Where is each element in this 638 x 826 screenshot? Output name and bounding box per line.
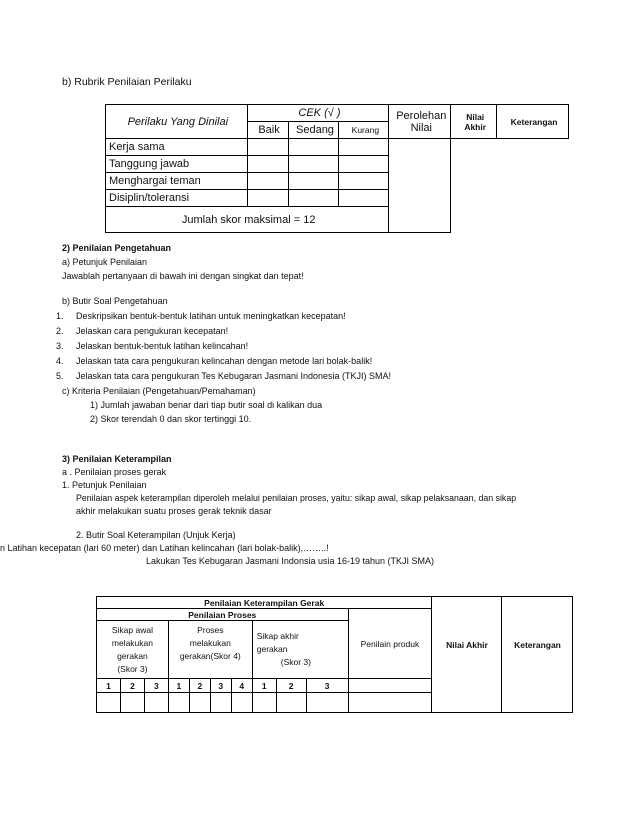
- score-cell: 3: [144, 679, 168, 693]
- row-label: Menghargai teman: [106, 173, 248, 190]
- score-cell: 1: [97, 679, 121, 693]
- butir-label: 2. Butir Soal Keterampilan (Unjuk Kerja): [76, 530, 236, 540]
- pengetahuan-c-label: c) Kriteria Penilaian (Pengetahuan/Pemahaman): [62, 386, 256, 396]
- sikap-awal-line: Sikap awal: [111, 624, 153, 635]
- score-cell: 2: [276, 679, 306, 693]
- petunjuk-line-1: Penilaian aspek keterampilan diperoleh melalui penilaian proses, yaitu: sikap awal, sikap pelaksanaan, dan sikap: [76, 493, 517, 503]
- question-number: 5.: [56, 371, 64, 381]
- pengetahuan-a-label: a) Petunjuk Penilaian: [62, 257, 148, 267]
- row-label: Tanggung jawab: [106, 156, 248, 173]
- nilai-akhir-line-1: Nilai: [466, 111, 485, 122]
- header-cek: CEK (√ ): [247, 105, 389, 122]
- score-cell: 2: [120, 679, 144, 693]
- proses-line: Proses: [197, 625, 224, 635]
- petunjuk-label: 1. Petunjuk Penilaian: [62, 480, 147, 490]
- score-cell: 4: [231, 679, 252, 693]
- sikap-akhir-line: Sikap akhir: [256, 631, 299, 641]
- pengetahuan-b-label: b) Butir Soal Pengetahuan: [62, 296, 168, 306]
- proses-header: [168, 621, 252, 679]
- criteria-item: 1) Jumlah jawaban benar dari tiap butir soal di kalikan dua: [90, 400, 323, 410]
- pengetahuan-a-text: Jawablah pertanyaan di bawah ini dengan singkat dan tepat!: [62, 271, 304, 281]
- proses-line: melakukan: [189, 638, 231, 648]
- question-number: 1.: [56, 311, 64, 321]
- question-text: Jelaskan bentuk-bentuk latihan kelincahan!: [76, 341, 249, 351]
- header-perolehan: [389, 105, 451, 139]
- row-label: Kerja sama: [106, 139, 248, 156]
- score-cell: 1: [252, 679, 276, 693]
- question-number: 2.: [56, 326, 64, 336]
- sikap-akhir-header: [252, 621, 348, 679]
- perolehan-line-1: Perolehan: [396, 109, 447, 122]
- header-nilai-akhir: [451, 105, 497, 139]
- question-item: [56, 311, 346, 321]
- behavior-rubric-table: [105, 104, 569, 233]
- question-number: 4.: [56, 356, 64, 366]
- question-text: Deskripsikan bentuk-bentuk latihan untuk meningkatkan kecepatan!: [76, 311, 346, 321]
- total-row: Jumlah skor maksimal = 12: [106, 207, 389, 233]
- nilai-akhir-header: Nilai Akhir: [446, 640, 488, 650]
- keterampilan-heading: 3) Penilaian Keterampilan: [62, 454, 172, 464]
- score-cell: 1: [168, 679, 189, 693]
- pengetahuan-heading: 2) Penilaian Pengetahuan: [62, 243, 172, 253]
- question-text: Jelaskan cara pengukuran kecepatan!: [76, 326, 229, 336]
- petunjuk-line-2: akhir melakukan suatu proses gerak teknik dasar: [76, 506, 272, 516]
- score-cell: 3: [306, 679, 348, 693]
- perolehan-line-2: Nilai: [410, 121, 432, 134]
- sikap-akhir-line: (Skor 3): [280, 657, 311, 667]
- row-label: Disiplin/toleransi: [106, 190, 248, 207]
- header-perilaku: Perilaku Yang Dinilai: [106, 105, 248, 139]
- question-item: [56, 326, 228, 336]
- sikap-awal-line: (Skor 3): [117, 663, 148, 674]
- header-baik: Baik: [247, 122, 288, 139]
- sikap-awal-line: gerakan: [117, 650, 148, 661]
- question-text: Jelaskan tata cara pengukuran Tes Kebugaran Jasmani Indonesia (TKJI) SMA!: [76, 371, 392, 381]
- product-header: Penilain produk: [348, 609, 432, 679]
- skill-header: Penilaian Keterampilan Gerak: [97, 597, 432, 609]
- question-item: [56, 356, 372, 366]
- criteria-item: 2) Skor terendah 0 dan skor tertinggi 10.: [90, 414, 252, 424]
- table-row: [106, 139, 569, 156]
- sikap-akhir-line: gerakan: [256, 644, 288, 654]
- skill-assessment-table: [96, 596, 573, 713]
- header-kurang: Kurang: [339, 122, 389, 139]
- sikap-awal-header: [97, 621, 169, 679]
- score-cell: 3: [210, 679, 231, 693]
- sikap-awal-line: melakukan: [111, 637, 153, 648]
- process-subheader: Penilaian Proses: [97, 609, 349, 621]
- nilai-akhir-line-2: Akhir: [464, 121, 487, 132]
- question-number: 3.: [56, 341, 64, 351]
- score-cell: 2: [189, 679, 210, 693]
- question-item: [56, 341, 248, 351]
- proses-line: gerakan(Skor 4): [179, 651, 241, 661]
- keterangan-header: Keterangan: [514, 640, 561, 650]
- butir-line-1: n Latihan kecepatan (lari 60 meter) dan Latihan kelincahan (lari bolak-balik),……..!: [0, 543, 329, 553]
- butir-line-2: Lakukan Tes Kebugaran Jasmani Indonsia usia 16-19 tahun (TKJI SMA): [146, 556, 434, 566]
- question-text: Jelaskan tata cara pengukuran kelincahan dengan metode lari bolak-balik!: [76, 356, 373, 366]
- header-keterangan: Keterangan: [497, 105, 569, 139]
- question-item: [56, 371, 391, 381]
- header-sedang: Sedang: [288, 122, 339, 139]
- section-title: b) Rubrik Penilaian Perilaku: [62, 76, 192, 88]
- keterampilan-a-label: a . Penilaian proses gerak: [62, 467, 167, 477]
